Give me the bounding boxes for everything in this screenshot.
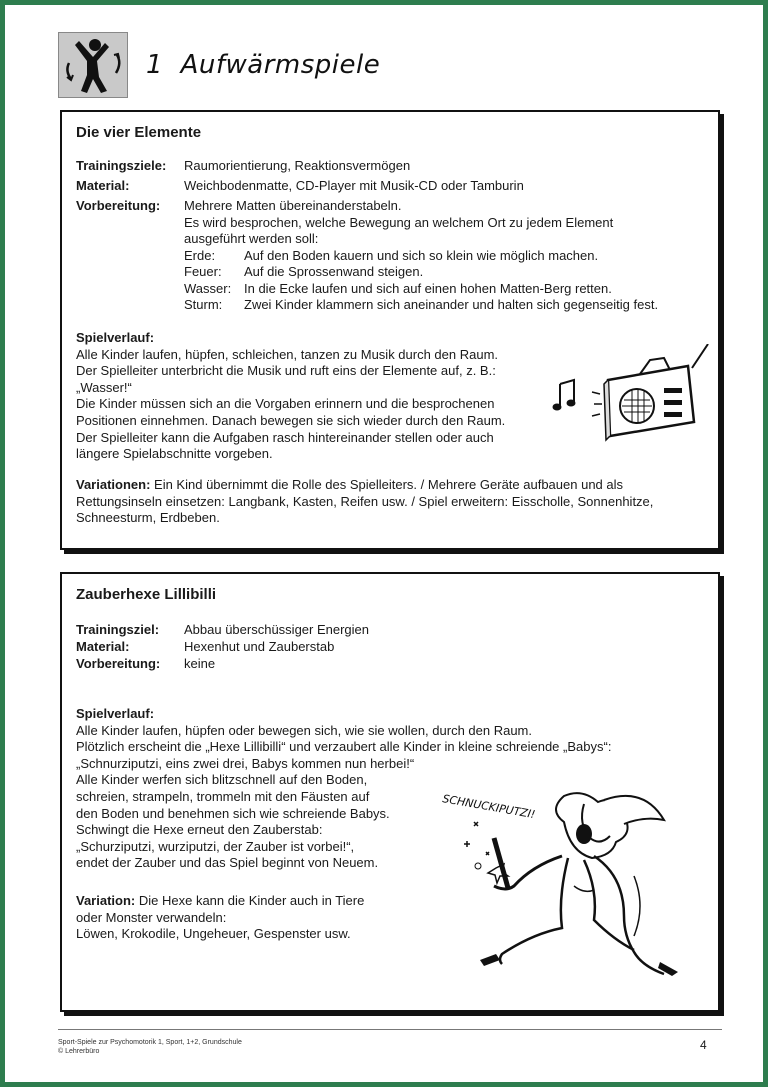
spielverlauf-section [76, 330, 505, 463]
field-value: Abbau überschüssiger Energien [184, 622, 370, 637]
chapter-header [58, 30, 380, 100]
field-label: Vorbereitung: [76, 198, 161, 213]
field-vorbereitung [76, 656, 215, 673]
field-material [76, 178, 524, 195]
chapter-logo-icon [58, 32, 128, 98]
page-number: 4 [700, 1038, 707, 1052]
element-row-sturm [184, 297, 706, 314]
text-line: Alle Kinder laufen, hüpfen oder bewegen sich, wie sie wollen, durch den Raum. [76, 722, 532, 738]
text-line: Die Hexe kann die Kinder auch in Tiere [135, 893, 365, 908]
element-row-erde [184, 248, 706, 265]
text-line: „Schurziputzi, wurziputzi, der Zauber ist vorbei!“, [76, 838, 355, 854]
section-heading: Spielverlauf: [76, 706, 155, 721]
variation-section [76, 893, 364, 943]
element-name: Sturm: [184, 297, 223, 312]
text-line: Alle Kinder laufen, hüpfen, schleichen, tanzen zu Musik durch den Raum. [76, 346, 499, 362]
text-line: Der Spielleiter kann die Aufgaben rasch hintereinander stellen oder auch [76, 429, 494, 445]
field-label: Material: [76, 639, 130, 654]
prep-line: Mehrere Matten übereinanderstabeln. [184, 198, 402, 213]
game-box-die-vier-elemente [60, 110, 720, 550]
field-label: Trainingsziel: [76, 622, 160, 637]
section-heading: Spielverlauf: [76, 330, 155, 345]
footer-line: Sport-Spiele zur Psychomotorik 1, Sport, 1+2, Grundschule [58, 1039, 242, 1046]
chapter-title [146, 50, 380, 80]
field-material [76, 639, 334, 656]
music-note-icon [553, 380, 576, 411]
field-value: keine [184, 656, 216, 671]
field-value [184, 198, 706, 314]
text-line: Positionen einnehmen. Danach bewegen sie sich wieder durch den Raum. [76, 412, 506, 428]
text-line: oder Monster verwandeln: [76, 909, 227, 925]
section-heading: Variation: [76, 893, 136, 908]
text-line: Alle Kinder werfen sich blitzschnell auf den Boden, [76, 772, 368, 788]
element-name: Wasser: [184, 280, 232, 296]
speech-text: SCHNUCKIPUTZI! [441, 792, 537, 822]
element-name: Erde: [184, 247, 216, 263]
game-box-zauberhexe-lillibilli [60, 572, 720, 1012]
text-line: den Boden und benehmen sich wie schreiende Babys. [76, 805, 390, 821]
field-value: Weichbodenmatte, CD-Player mit Musik-CD oder Tamburin [184, 178, 524, 193]
text-line: Ein Kind übernimmt die Rolle des Spielleiters. / Mehrere Geräte aufbauen und als [150, 477, 624, 492]
element-text: Auf die Sprossenwand steigen. [244, 264, 424, 279]
text-line: schreien, strampeln, trommeln mit den Fäusten auf [76, 788, 370, 804]
element-text: Zwei Kinder klammern sich aneinander und halten sich gegenseitig fest. [244, 297, 659, 312]
element-text: In die Ecke laufen und sich auf einen hohen Matten-Berg retten. [244, 280, 612, 296]
game-title: Die vier Elemente [76, 124, 202, 141]
element-row-feuer [184, 264, 706, 281]
text-line: endet der Zauber und das Spiel beginnt von Neuem. [76, 855, 379, 871]
footer [58, 1038, 242, 1056]
text-line: Der Spielleiter unterbricht die Musik und ruft eins der Elemente auf, z. B.: [76, 363, 496, 379]
footer-copyright: © Lehrerbüro [58, 1048, 100, 1055]
text-line: Plötzlich erscheint die „Hexe Lillibilli“ und verzaubert alle Kinder in kleine schreiende „Babys“: [76, 739, 612, 755]
chapter-number: 1 [146, 50, 164, 80]
witch-illustration-icon [434, 786, 716, 986]
text-line: Löwen, Krokodile, Ungeheuer, Gespenster usw. [76, 926, 351, 942]
game-title: Zauberhexe Lillibilli [76, 586, 217, 603]
field-label: Material: [76, 178, 130, 193]
text-line: längere Spielabschnitte vorgeben. [76, 446, 273, 462]
section-heading: Variationen: [76, 477, 151, 492]
chapter-title-text: Aufwärmspiele [180, 50, 381, 80]
text-line: „Schnurziputzi, eins zwei drei, Babys kommen nun herbei!“ [76, 755, 415, 771]
footer-divider [58, 1029, 722, 1030]
prep-line: ausgeführt werden soll: [184, 231, 319, 246]
field-vorbereitung [76, 198, 706, 314]
field-value: Hexenhut und Zauberstab [184, 639, 335, 654]
radio-illustration-icon [552, 344, 712, 444]
text-line: Schneesturm, Erdbeben. [76, 510, 220, 526]
field-label: Vorbereitung: [76, 656, 161, 671]
variationen-section [76, 477, 716, 527]
field-trainingsziele [76, 158, 410, 175]
text-line: Rettungsinseln einsetzen: Langbank, Kasten, Reifen usw. / Spiel erweitern: Eisscholle, Sonnenhitze, [76, 493, 654, 509]
text-line: „Wasser!“ [76, 379, 132, 395]
element-text: Auf den Boden kauern und sich so klein wie möglich machen. [244, 247, 599, 263]
prep-line: Es wird besprochen, welche Bewegung an welchem Ort zu jedem Element [184, 214, 614, 230]
element-row-wasser [184, 281, 706, 298]
text-line: Die Kinder müssen sich an die Vorgaben erinnern und die besprochenen [76, 396, 495, 412]
field-value: Raumorientierung, Reaktionsvermögen [184, 158, 411, 173]
field-trainingsziel [76, 622, 369, 639]
field-label: Trainingsziele: [76, 158, 167, 173]
text-line: Schwingt die Hexe erneut den Zauberstab: [76, 822, 323, 838]
element-name: Feuer: [184, 264, 222, 279]
